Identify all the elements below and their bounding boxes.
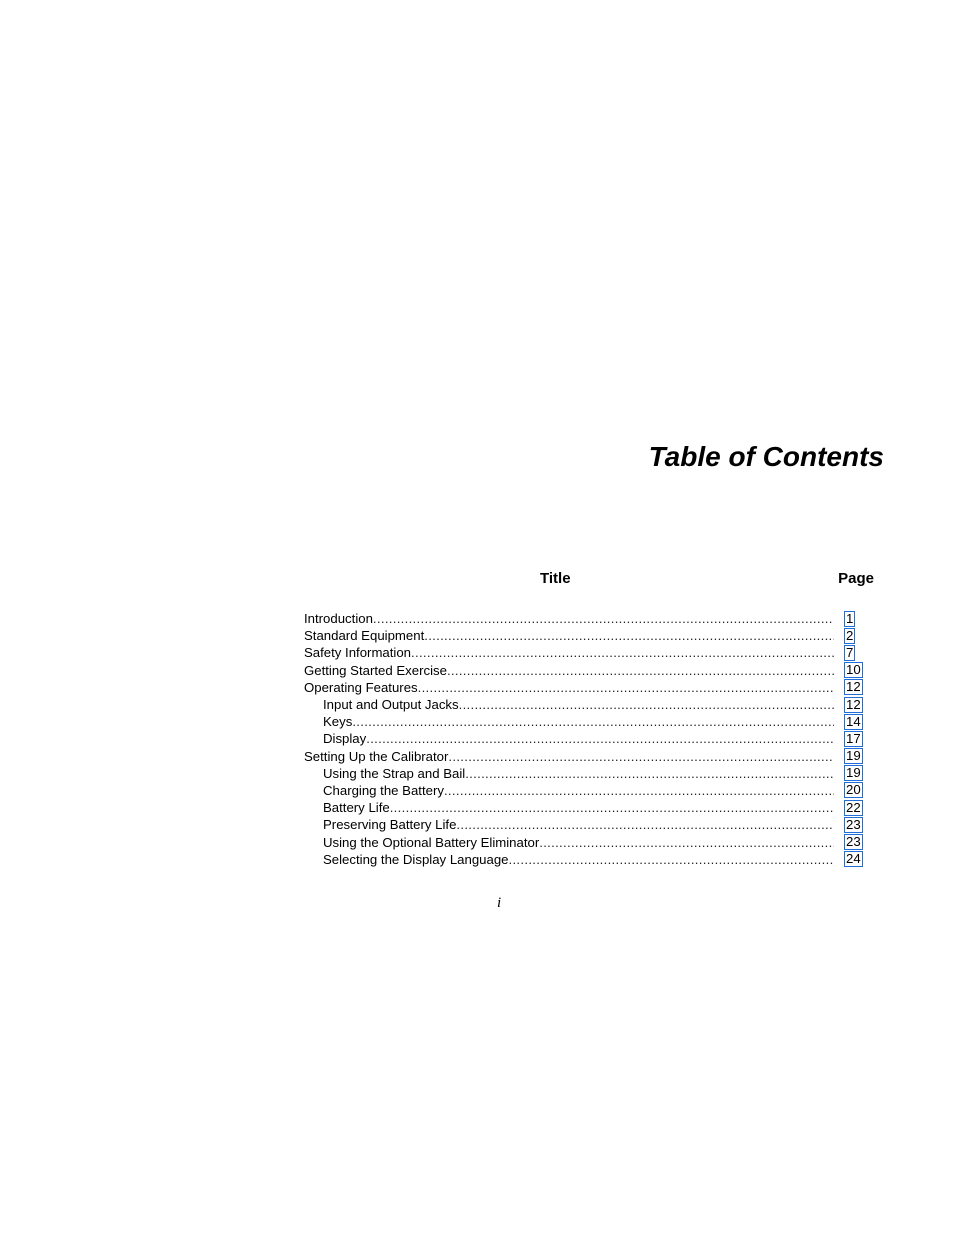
toc-page-link[interactable]: 12	[846, 696, 861, 712]
toc-page-link[interactable]: 17	[846, 730, 861, 746]
toc-entry-label: Using the Optional Battery Eliminator	[323, 834, 540, 850]
dot-leader	[373, 610, 834, 627]
toc-entry-getting-started-exercise	[304, 662, 866, 679]
toc-entry-label: Selecting the Display Language	[323, 851, 509, 867]
toc-entry-label: Using the Strap and Bail	[323, 765, 466, 781]
toc-entry-introduction	[304, 610, 866, 627]
toc-entry-operating-features	[304, 679, 866, 696]
toc-entry-battery-life	[304, 799, 866, 816]
toc-entry-using-the-strap-and-bail	[304, 765, 866, 782]
toc-entry-label: Setting Up the Calibrator	[304, 748, 449, 764]
toc-entry-label: Standard Equipment	[304, 628, 425, 644]
toc-page-link[interactable]: 19	[846, 748, 861, 764]
toc-entry-label: Input and Output Jacks	[323, 697, 459, 713]
dot-leader	[352, 713, 834, 730]
toc-entry-setting-up-the-calibrator	[304, 748, 866, 765]
toc-entry-label: Introduction	[304, 611, 373, 627]
toc-page-link[interactable]: 20	[846, 782, 861, 798]
toc-entry-standard-equipment	[304, 627, 866, 644]
toc-page-link[interactable]: 1	[846, 610, 854, 626]
toc-page-link[interactable]: 23	[846, 834, 861, 850]
toc-page-link[interactable]: 22	[846, 799, 861, 815]
toc-page-link[interactable]: 7	[846, 644, 854, 660]
toc-page-link[interactable]: 23	[846, 816, 861, 832]
table-of-contents	[304, 610, 866, 868]
toc-page-link[interactable]: 19	[846, 765, 861, 781]
dot-leader	[456, 816, 834, 833]
toc-page-link[interactable]: 12	[846, 679, 861, 695]
toc-entry-label: Keys	[323, 714, 353, 730]
toc-entry-label: Operating Features	[304, 679, 418, 695]
dot-leader	[444, 782, 834, 799]
dot-leader	[411, 644, 834, 661]
toc-page-link[interactable]: 2	[846, 627, 854, 643]
dot-leader	[509, 851, 835, 868]
column-header-page: Page	[838, 570, 874, 587]
toc-page-link[interactable]: 10	[846, 662, 861, 678]
dot-leader	[539, 834, 834, 851]
toc-entry-selecting-the-display-language	[304, 851, 866, 868]
toc-entry-label: Charging the Battery	[323, 782, 444, 798]
dot-leader	[366, 730, 834, 747]
toc-entry-charging-the-battery	[304, 782, 866, 799]
toc-entry-keys	[304, 713, 866, 730]
toc-page-link[interactable]: 24	[846, 851, 861, 867]
toc-entry-label: Battery Life	[323, 800, 390, 816]
toc-entry-label: Display	[323, 731, 367, 747]
dot-leader	[465, 765, 834, 782]
toc-page-link[interactable]: 14	[846, 713, 861, 729]
dot-leader	[418, 679, 834, 696]
toc-entry-label: Preserving Battery Life	[323, 817, 457, 833]
toc-entry-preserving-battery-life	[304, 816, 866, 833]
page-number: i	[497, 895, 502, 911]
toc-entry-label: Getting Started Exercise	[304, 662, 447, 678]
toc-entry-using-the-optional-battery-eliminator	[304, 833, 866, 850]
dot-leader	[447, 662, 834, 679]
toc-entry-safety-information	[304, 644, 866, 661]
dot-leader	[390, 799, 834, 816]
page-title: Table of Contents	[648, 441, 884, 472]
dot-leader	[448, 748, 834, 765]
toc-entry-display	[304, 730, 866, 747]
dot-leader	[459, 696, 834, 713]
column-header-title: Title	[540, 570, 571, 587]
dot-leader	[424, 627, 834, 644]
toc-entry-input-and-output-jacks	[304, 696, 866, 713]
toc-entry-label: Safety Information	[304, 645, 412, 661]
